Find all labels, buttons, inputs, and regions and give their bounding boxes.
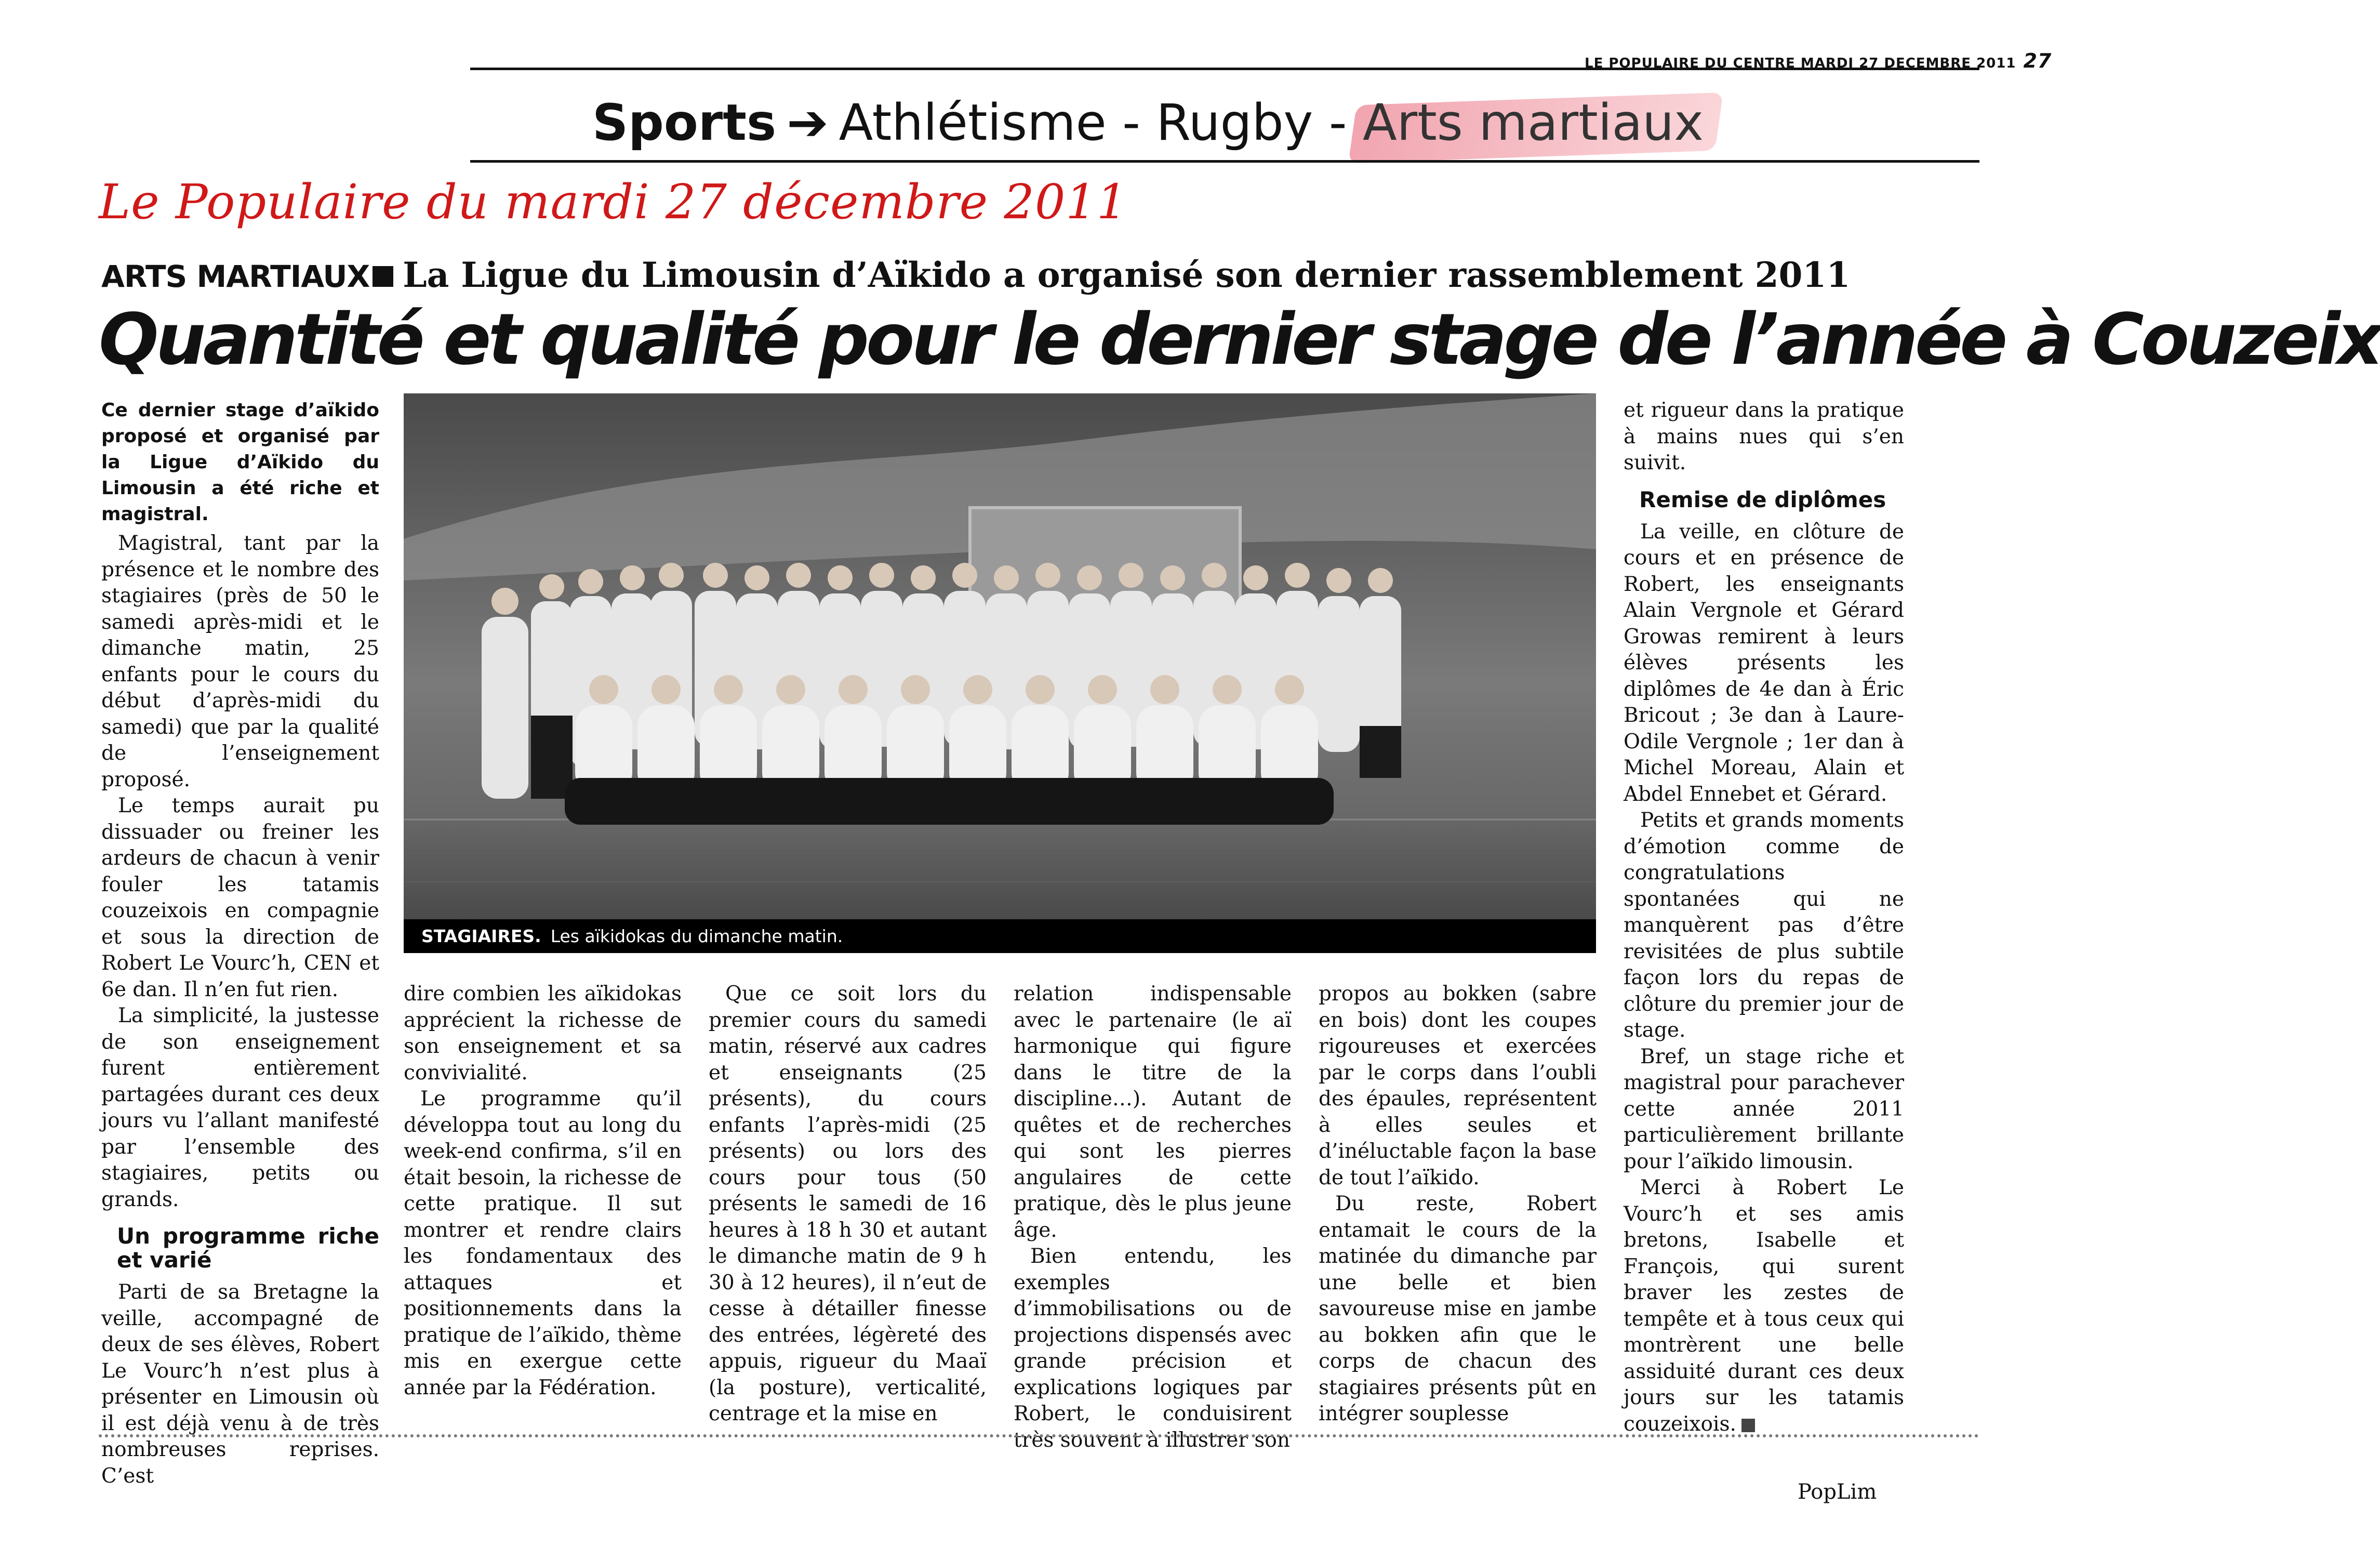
col1-p1: Magistral, tant par la présence et le nombre des stagiaires (près de 50 le samedi après-midi et le dimanche matin, 25 enfants pour le cours du début d’après-midi du samedi) que par la qualité de l’enseignement proposé.	[101, 532, 379, 791]
article-col-6	[1624, 398, 1904, 1437]
kicker-label: ARTS MARTIAUX	[101, 259, 370, 294]
group-photo-image	[404, 393, 1596, 919]
handwritten-note: Le Populaire du mardi 27 décembre 2011	[99, 174, 1128, 230]
col6-p5-text: Merci à Robert Le Vourc’h et ses amis bretons, Isabelle et François, qui surent braver les zestes de tempête et à tous ceux qui montrèrent une belle assiduité durant ces deux jours sur les tatamis couzeixois.	[1624, 1176, 1904, 1436]
col5-p2: Du reste, Robert entamait le cours de la matinée du dimanche par une belle et bien savoureuse mise en jambe au bokken afin que le corps de chacun des stagiaires présents pût en intégrer souplesse	[1319, 1192, 1597, 1425]
article-col-4	[1014, 981, 1292, 1453]
col2-p1: dire combien les aïkidokas apprécient la richesse de son enseignement et sa convivialité.	[404, 982, 682, 1085]
col6-p4: Bref, un stage riche et magistral pour parachever cette année 2011 particulièrement brillante pour l’aïkido limousin.	[1624, 1045, 1904, 1173]
section-bar	[592, 94, 1839, 151]
paper-date: LE POPULAIRE DU CENTRE MARDI 27 DECEMBRE 2011	[1585, 56, 2016, 71]
article-col-1	[101, 398, 379, 1489]
photo-caption	[404, 919, 1596, 953]
col5-p1: propos au bokken (sabre en bois) dont les coupes rigoureuses et exercées par le corps dans l’oubli des épaules, représentent à elles seules et d’inéluctable façon la base de tout l’aïkido.	[1319, 982, 1597, 1190]
article-col-2	[404, 981, 682, 1401]
col2-p2: Le programme qu’il développa tout au long du week-end confirma, s’il en était besoin, la richesse de cette pratique. Il sut montrer et rendre clairs les fondamentaux des attaques et positionnements dans la pratique de l’aïkido, thème mis en exergue cette année par la Fédération.	[404, 1087, 682, 1399]
col3-p1: Que ce soit lors du premier cours du samedi matin, réservé aux cadres et enseignants (25 présents), du cours enfants l’après-midi (25 présents) ou lors des cours pour tous (50 présents le samedi de 16 heures à 18 h 30 et autant le dimanche matin de 9 h 30 à 12 heures), il n’eut de cesse à détailler finesse des entrées, légèreté des appuis, rigueur du Maaï (la posture), verticalité, centrage et la mise en	[709, 982, 987, 1425]
col1-p3: La simplicité, la justesse de son enseignement furent entièrement partagées durant ces deux jours vu l’allant manifesté par l’ensemble des stagiaires, petits ou grands.	[101, 1004, 379, 1211]
headline: Quantité et qualité pour le dernier stage de l’année à Couzeix	[99, 299, 2380, 381]
section-highlighted: Arts martiaux	[1363, 94, 1704, 152]
kicker	[101, 255, 1850, 295]
page-number: 27	[2023, 49, 2052, 72]
col1-p2: Le temps aurait pu dissuader ou freiner les ardeurs de chacun à venir fouler les tatamis couzeixois en compagnie et sous la direction de Robert Le Vourc’h, CEN et 6e dan. Il n’en fut rien.	[101, 794, 379, 1001]
subhead-diplomes: Remise de diplômes	[1639, 486, 1886, 512]
group-photo	[404, 393, 1596, 953]
section-sports: Sports	[592, 94, 777, 152]
bottom-dotted-rule	[99, 1434, 1979, 1437]
article-col-3	[709, 981, 987, 1428]
masthead-meta	[1585, 49, 2052, 72]
square-bullet-icon	[373, 266, 393, 287]
section-rest: Athlétisme - Rugby -	[839, 94, 1363, 152]
end-mark-icon	[1741, 1419, 1755, 1432]
caption-text: Les aïkidokas du dimanche matin.	[550, 926, 843, 946]
article-col-5	[1319, 981, 1597, 1428]
arrow-right-icon: ➔	[787, 94, 829, 152]
section-bottom-rule	[470, 160, 1979, 163]
col6-p2: La veille, en clôture de cours et en présence de Robert, les enseignants Alain Vergnole et Gérard Growas remirent à leurs élèves présents les diplômes de 4e dan à Éric Bricout ; 3e dan à Laure-Odile Vergnole ; 1er dan à Michel Moreau, Alain et Abdel Ennebet et Gérard.	[1624, 520, 1904, 806]
col4-p2: Bien entendu, les exemples d’immobilisations ou de projections dispensés avec grande précision et explications logiques par Robert, le conduisirent très souvent à illustrer son	[1014, 1245, 1292, 1452]
kicker-text: La Ligue du Limousin d’Aïkido a organisé son dernier rassemblement 2011	[403, 255, 1851, 295]
footer-source: PopLim	[1798, 1480, 1877, 1504]
subhead-programme: Un programme riche et varié	[117, 1223, 379, 1273]
caption-label: STAGIAIRES.	[421, 926, 541, 946]
col6-p5	[1624, 1175, 1904, 1437]
col6-p3: Petits et grands moments d’émotion comme de congratulations spontanées qui ne manquèrent pas d’être revisitées de plus subtile façon lors du repas de clôture du premier jour de stage.	[1624, 809, 1904, 1042]
article-intro: Ce dernier stage d’aïkido proposé et organisé par la Ligue d’Aïkido du Limousin a été riche et magistral.	[101, 400, 379, 525]
col4-p1: relation indispensable avec le partenaire (le aï harmonique qui figure dans le titre de la discipline…). Autant de quêtes et de recherches qui sont les pierres angulaires de cette pratique, dès le plus jeune âge.	[1014, 982, 1292, 1242]
col1-p4: Parti de sa Bretagne la veille, accompagné de deux de ses élèves, Robert Le Vourc’h n’est plus à présenter en Limousin où il est déjà venu à de très nombreuses reprises. C’est	[101, 1280, 379, 1488]
col6-p1: et rigueur dans la pratique à mains nues qui s’en suivit.	[1624, 399, 1904, 474]
